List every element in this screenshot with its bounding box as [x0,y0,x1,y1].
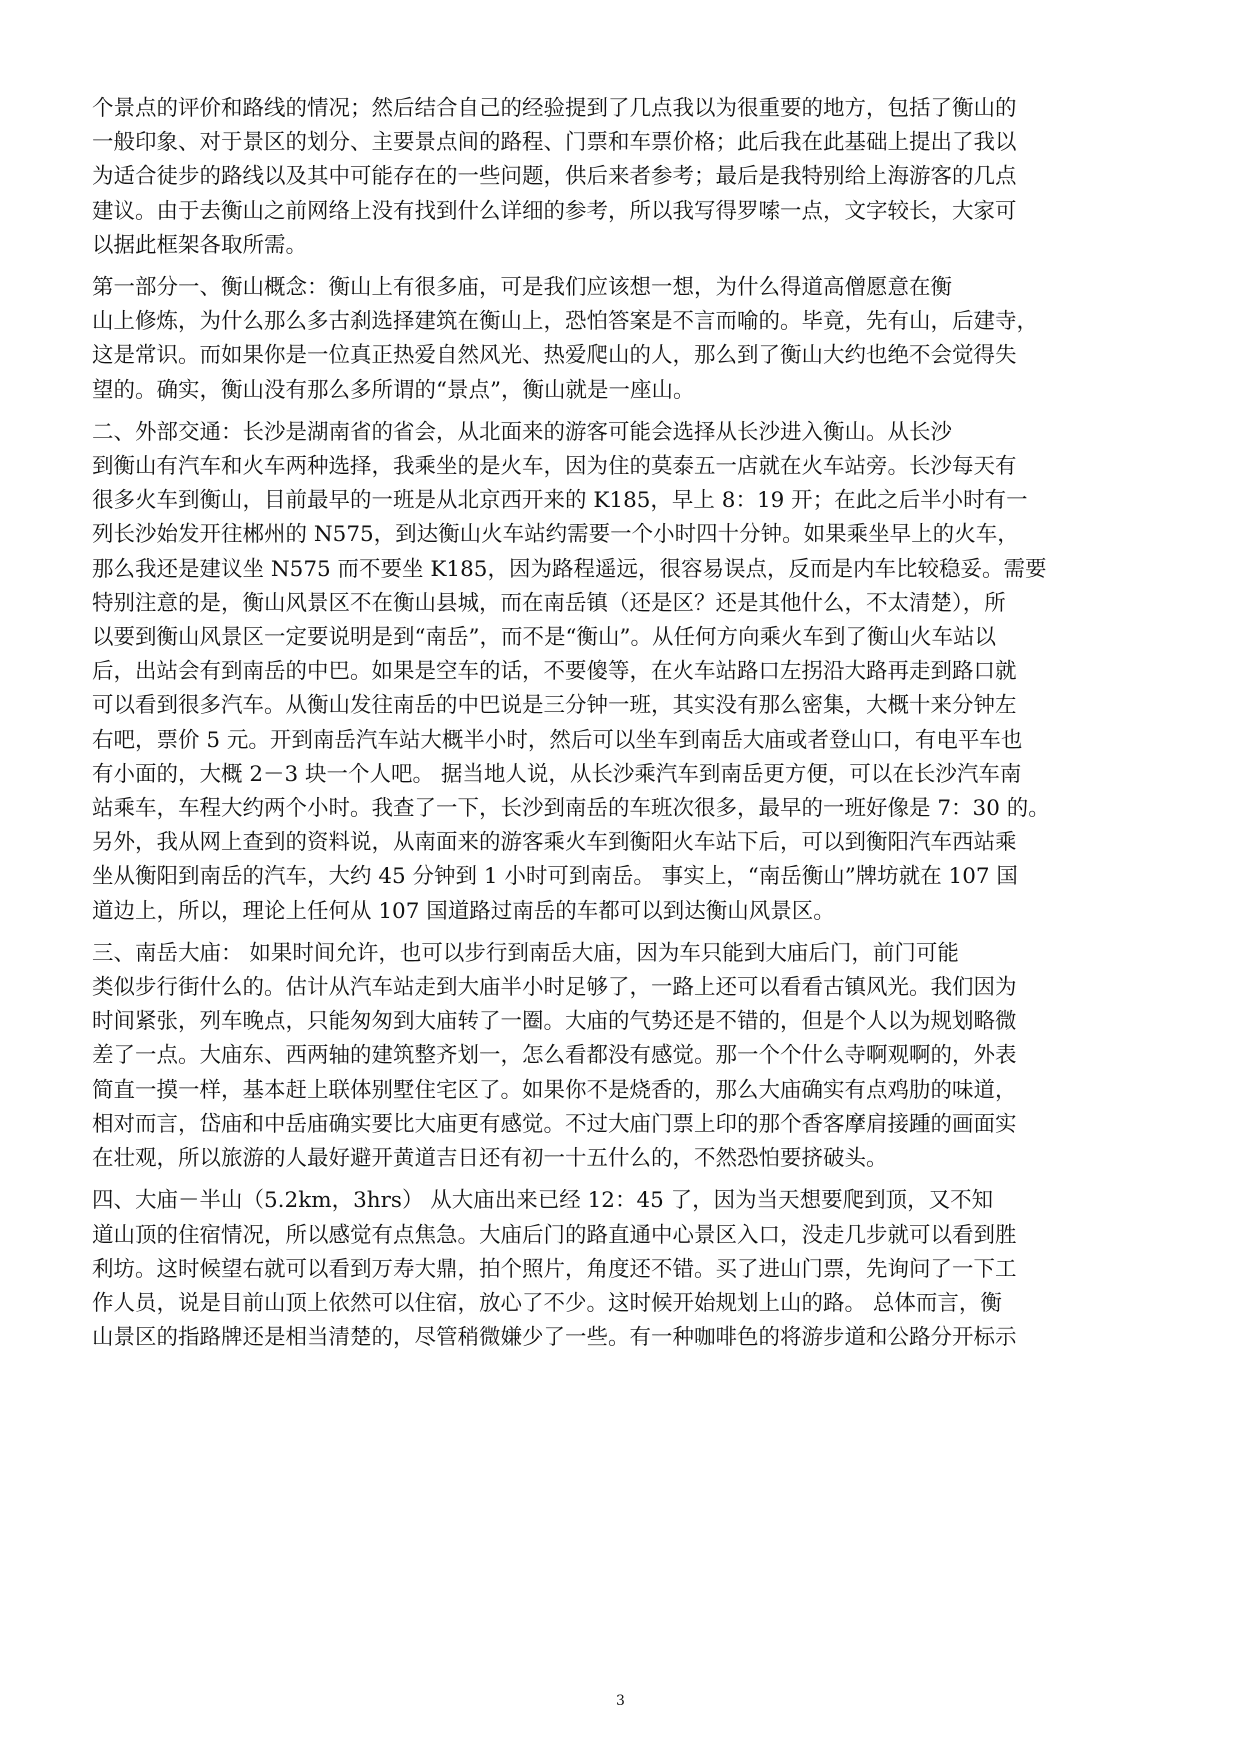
paragraph-gap [92,263,1152,271]
text-line: 到衡山有汽车和火车两种选择，我乘坐的是火车，因为住的莫泰五一店就在火车站旁。长沙每天有 [92,454,1017,480]
text-line: 作人员，说是目前山顶上依然可以住宿，放心了不少。这时候开始规划上山的路。 总体而言，衡 [92,1290,1002,1316]
paragraph-gap [92,408,1152,416]
text-line: 很多火车到衡山，目前最早的一班是从北京西开来的 K185，早上 8：19 开；在此之后半小时有一 [92,488,1028,514]
text-line: 利坊。这时候望右就可以看到万寿大鼎，拍个照片，角度还不错。买了进山门票，先询问了一下工 [92,1256,1017,1282]
text-line: 简直一摸一样，基本赶上联体别墅住宅区了。如果你不是烧香的，那么大庙确实有点鸡肋的味道， [92,1077,1017,1103]
text-line: 个景点的评价和路线的情况；然后结合自己的经验提到了几点我以为很重要的地方，包括了衡山的 [92,96,1017,121]
text-line: 右吧，票价 5 元。开到南岳汽车站大概半小时，然后可以坐车到南岳大庙或者登山口，有电平车也 [92,727,1023,753]
text-line: 特别注意的是，衡山风景区不在衡山县城，而在南岳镇（还是区？还是其他什么，不太清楚），所 [92,590,1006,616]
text-line: 以要到衡山风景区一定要说明是到“南岳”，而不是“衡山”。从任何方向乘火车到了衡山火车站以 [92,625,996,651]
text-line: 相对而言，岱庙和中岳庙确实要比大庙更有感觉。不过大庙门票上印的那个香客摩肩接踵的画面实 [92,1111,1017,1137]
text-line: 山上修炼，为什么那么多古刹选择建筑在衡山上，恐怕答案是不言而喻的。毕竟，先有山，后建寺， [92,309,1039,335]
paragraph [92,1184,1152,1355]
text-line: 后，出站会有到南岳的中巴。如果是空车的话，不要傻等，在火车站路口左拐沿大路再走到路口就 [92,659,1017,685]
text-line: 可以看到很多汽车。从衡山发往南岳的中巴说是三分钟一班，其实没有那么密集，大概十来分钟左 [92,693,1017,719]
text-line: 第一部分一、衡山概念：衡山上有很多庙，可是我们应该想一想，为什么得道高僧愿意在衡 [92,275,953,301]
text-line: 在壮观，所以旅游的人最好避开黄道吉日还有初一十五什么的，不然恐怕要挤破头。 [92,1146,888,1172]
text-line: 一般印象、对于景区的划分、主要景点间的路程、门票和车票价格；此后我在此基础上提出了我以 [92,130,1017,156]
text-line: 时间紧张，列车晚点，只能匆匆到大庙转了一圈。大庙的气势还是不错的，但是个人以为规划略微 [92,1009,1017,1035]
text-line: 类似步行街什么的。估计从汽车站走到大庙半小时足够了，一路上还可以看看古镇风光。我们因为 [92,975,1017,1001]
paragraph [92,937,1152,1176]
text-line: 另外，我从网上查到的资料说，从南面来的游客乘火车到衡阳火车站下后，可以到衡阳汽车西站乘 [92,830,1017,856]
text-line: 为适合徒步的路线以及其中可能存在的一些问题，供后来者参考；最后是我特别给上海游客的几点 [92,164,1017,190]
body-text [92,92,1152,1355]
text-line: 山景区的指路牌还是相当清楚的，尽管稍微嫌少了一些。有一种咖啡色的将游步道和公路分开标示 [92,1325,1017,1351]
text-line: 差了一点。大庙东、西两轴的建筑整齐划一，怎么看都没有感觉。那一个个什么寺啊观啊的，外表 [92,1043,1017,1069]
paragraph [92,271,1152,408]
paragraph [92,92,1152,263]
text-line: 站乘车，车程大约两个小时。我查了一下，长沙到南岳的车班次很多，最早的一班好像是 7：30 的。 [92,796,1050,822]
text-line: 这是常识。而如果你是一位真正热爱自然风光、热爱爬山的人，那么到了衡山大约也绝不会觉得失 [92,343,1017,369]
paragraph-gap [92,929,1152,937]
text-line: 道山顶的住宿情况，所以感觉有点焦急。大庙后门的路直通中心景区入口，没走几步就可以看到胜 [92,1222,1017,1248]
text-line: 有小面的，大概 2－3 块一个人吧。 据当地人说，从长沙乘汽车到南岳更方便，可以在长沙汽车南 [92,761,1022,787]
text-line: 以据此框架各取所需。 [92,232,308,258]
text-line: 那么我还是建议坐 N575 而不要坐 K185，因为路程遥远，很容易误点，反而是内车比较稳妥。需要 [92,556,1047,582]
paragraph-gap [92,1176,1152,1184]
text-line: 望的。确实，衡山没有那么多所谓的“景点”，衡山就是一座山。 [92,377,695,403]
text-line: 建议。由于去衡山之前网络上没有找到什么详细的参考，所以我写得罗嗦一点，文字较长，大家可 [92,198,1017,224]
text-line: 四、大庙－半山（5.2km，3hrs） 从大庙出来已经 12：45 了，因为当天想要爬到顶，又不知 [92,1188,994,1214]
text-line: 道边上，所以，理论上任何从 107 国道路过南岳的车都可以到达衡山风景区。 [92,898,835,924]
page-number: 3 [616,1693,625,1709]
text-line: 列长沙始发开往郴州的 N575，到达衡山火车站约需要一个小时四十分钟。如果乘坐早上的火车， [92,522,1019,548]
text-line: 二、外部交通：长沙是湖南省的省会，从北面来的游客可能会选择从长沙进入衡山。从长沙 [92,419,953,445]
paragraph [92,416,1152,929]
text-line: 三、南岳大庙： 如果时间允许，也可以步行到南岳大庙，因为车只能到大庙后门，前门可能 [92,940,959,966]
text-line: 坐从衡阳到南岳的汽车，大约 45 分钟到 1 小时可到南岳。 事实上，“南岳衡山”牌坊就在 107 国 [92,864,1018,890]
